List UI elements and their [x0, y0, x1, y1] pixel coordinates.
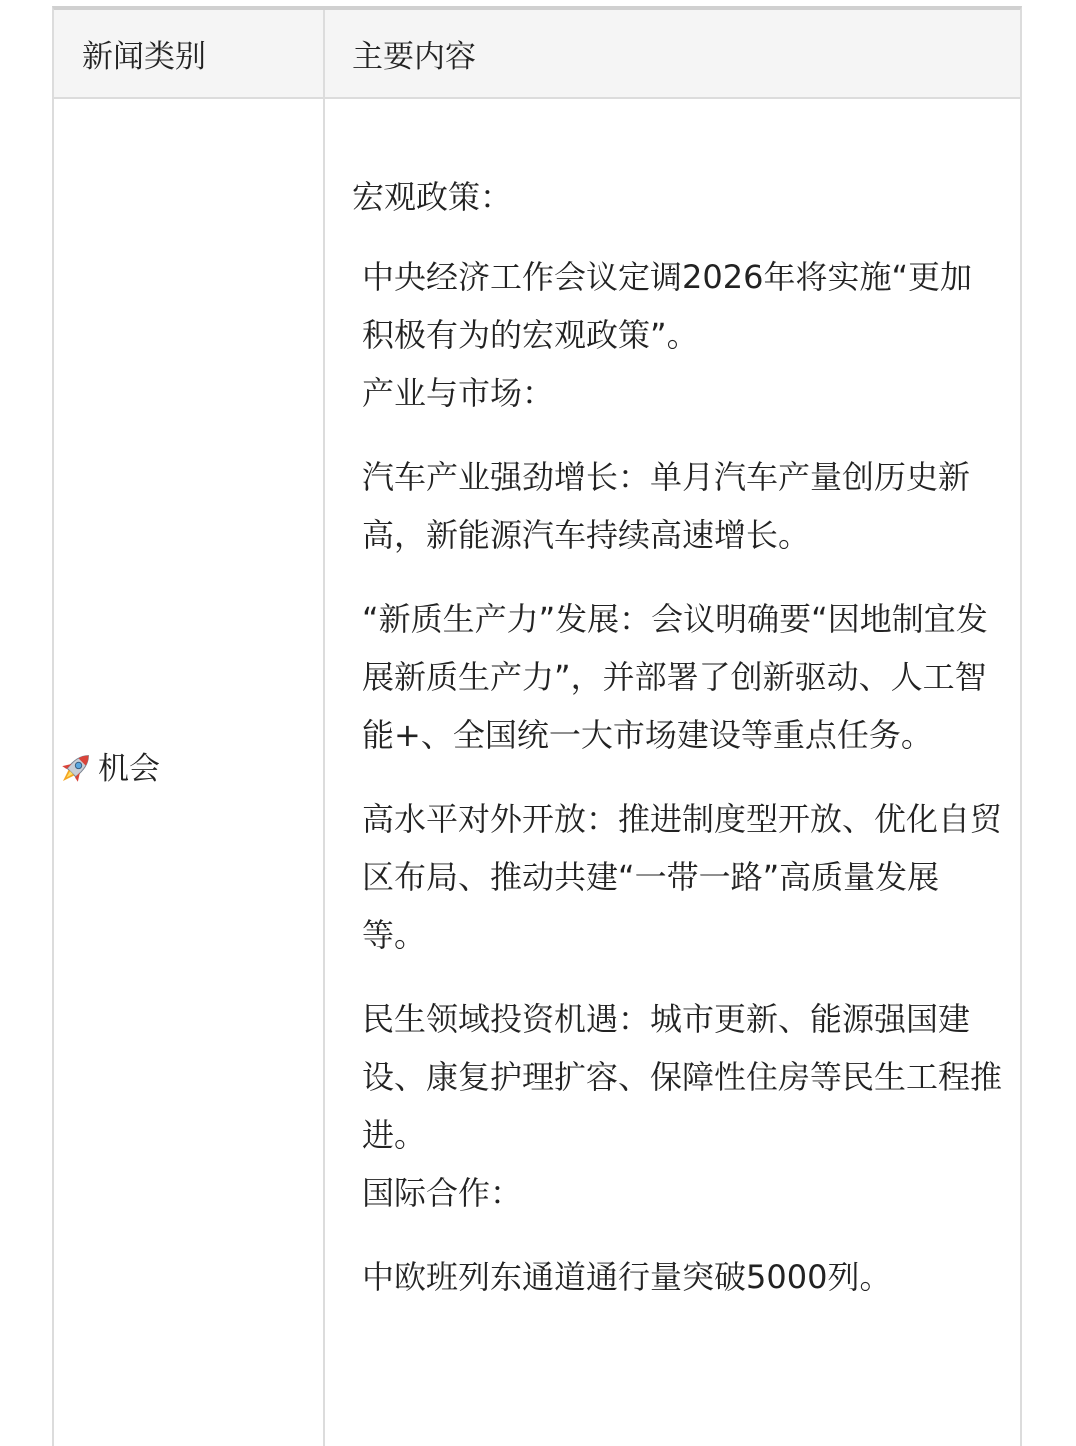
- header-category: 新闻类别: [82, 39, 206, 75]
- header-content: 主要内容: [352, 39, 476, 75]
- section-title-international: 国际合作：: [362, 1174, 523, 1212]
- section-title-industry: 产业与市场：: [362, 374, 555, 412]
- industry-paragraph-auto: 汽车产业强劲增长：单月汽车产量创历史新高，新能源汽车持续高速增长。: [362, 458, 971, 554]
- category-cell: [54, 748, 160, 790]
- category-label: 机会: [98, 751, 160, 787]
- table-header: [54, 10, 1020, 99]
- industry-paragraph-opening: 高水平对外开放：推进制度型开放、优化自贸区布局、推动共建“一带一路”高质量发展等。: [362, 800, 1003, 954]
- rocket-icon: [54, 748, 96, 790]
- macro-paragraph: 中央经济工作会议定调2026年将实施“更加积极有为的宏观政策”。: [362, 258, 973, 354]
- column-divider: [323, 10, 325, 1446]
- industry-paragraph-productivity: “新质生产力”发展：会议明确要“因地制宜发展新质生产力”，并部署了创新驱动、人工智能+、全国统一大市场建设等重点任务。: [362, 600, 988, 754]
- content-cell: [352, 168, 1002, 1306]
- industry-paragraph-livelihood: 民生领域投资机遇：城市更新、能源强国建设、康复护理扩容、保障性住房等民生工程推进。: [362, 1000, 1003, 1154]
- section-title-macro: 宏观政策：: [352, 178, 513, 216]
- international-paragraph: 中欧班列东通道通行量突破5000列。: [362, 1258, 892, 1296]
- news-table: [52, 6, 1022, 1446]
